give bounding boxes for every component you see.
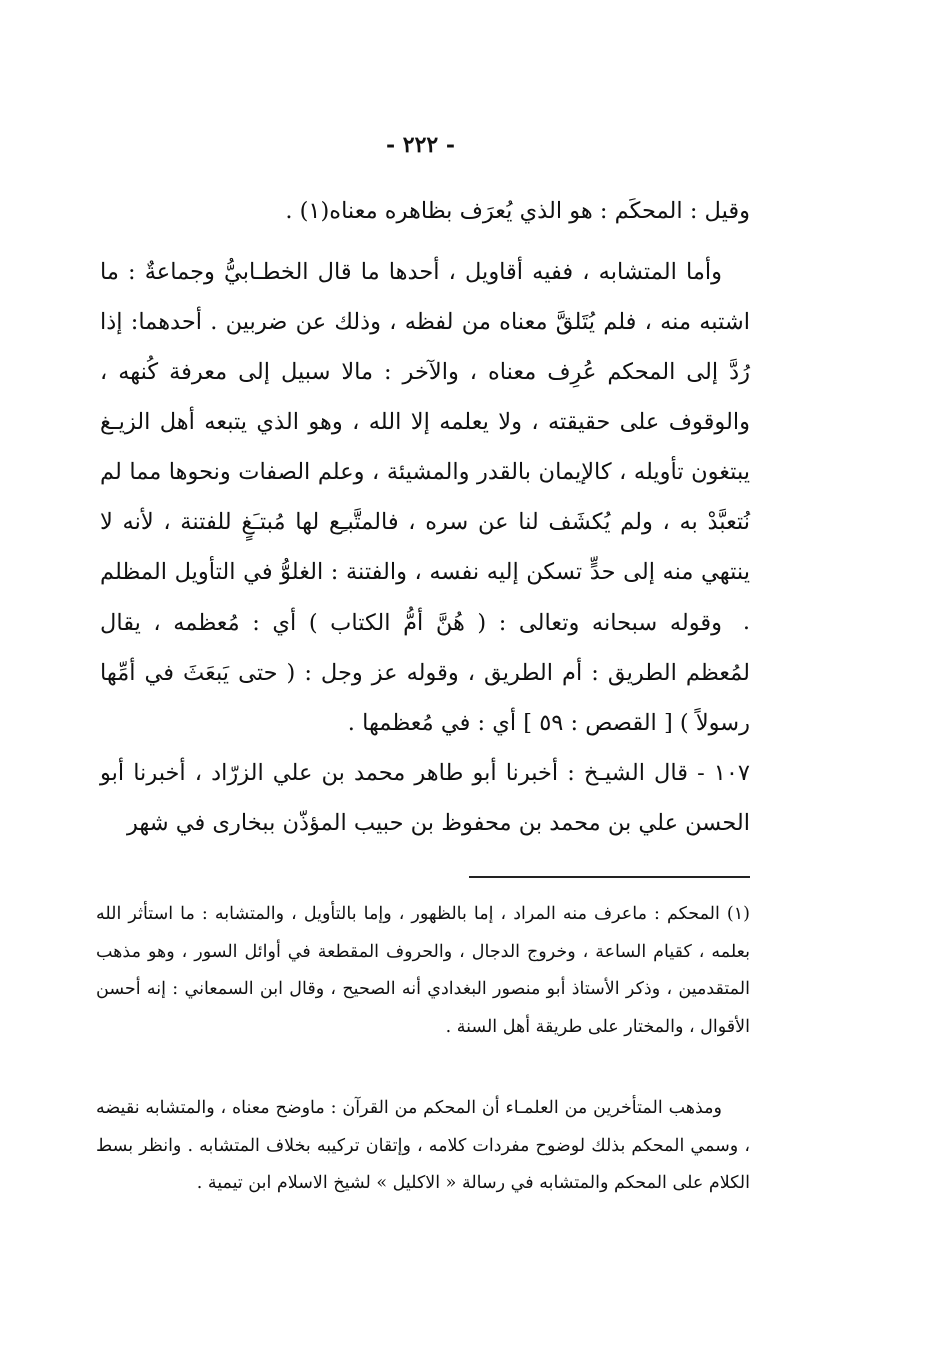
paragraph-mutashabih: وأما المتشابه ، ففيه أقاويل ، أحدها ما قال الخطـابيُّ وجماعةٌ : ما اشتبه منه ، فلم يُتَلقَّ معناه من لفظه ، وذلك عن ضربين . أحدهما: إذا رُدَّ إلى المحكم عُرِف معناه ، والآخر : مالا سبيل إلى معرفة كُنهه ، والوقوف على حقيقته ، ولا يعلمه إلا الله ، وهو الذي يتبعه أهل الزيـغ يبتغون تأويله ، كالإيمان بالقدر والمشيئة ، وعلم الصفات ونحوها مما لم نُتعبَّدْ به ، ولم يُكشَف لنا عن سره ، فالمتَّبـِع لها مُبتـَغٍ للفتنة ، لأنه لا ينتهي منه إلى حدٍّ تسكن إليه نفسه ، والفتنة : الغلوُّ في التأويل المظلم . [100, 259, 750, 635]
paragraph-hadith-107: ١٠٧ - قال الشيـخ : أخبرنا أبو طاهر محمد بن علي الزرّاد ، أخبرنا أبو الحسن علي بن محمد بن محفوظ بن حبيب المؤذّن ببخارى في شهر [100, 760, 750, 836]
page-number: - ٢٢٢ - [385, 132, 456, 158]
paragraph-umm-al-kitab: وقوله سبحانه وتعالى : ( هُنَّ أمُّ الكتاب ) أي : مُعظمه ، يقال لمُعظم الطريق : أم الطريق ، وقوله عز وجل : ( حتى يَبعَثَ في أمِّها رسولاً ) [ القصص : ٥٩ ] أي : في مُعظمها . [100, 610, 750, 736]
footnote-1: (١) المحكم : ماعرف منه المراد ، إما بالظهور ، وإما بالتأويل ، والمتشابه : ما استأثر الله بعلمه ، كقيام الساعة ، وخروج الدجال ، والحروف المقطعة في أوائل السور ، وهو مذهب المتقدمين ، وذكر الأستاذ أبو منصور البغدادي أنه الصحيح ، وقال ابن السمعاني : إنه أحسن الأقوال ، والمختار على طريقة أهل السنة . [96, 904, 750, 1037]
paragraph-muhkam-definition: وقيل : المحكَم : هو الذي يُعرَف بظاهره معناه(١) . [285, 198, 750, 224]
footnote-divider [469, 876, 750, 878]
footnote-1-continuation: ومذهب المتأخرين من العلمـاء أن المحكم من القرآن : ماوضح معناه ، والمتشابه نقيضه ، وسمي المحكم بذلك لوضوح مفردات كلامه ، وإتقان تركيبه بخلاف المتشابه . وانظر بسط الكلام على المحكم والمتشابه في رسالة « الاكليل » لشيخ الاسلام ابن تيمية . [96, 1098, 750, 1193]
